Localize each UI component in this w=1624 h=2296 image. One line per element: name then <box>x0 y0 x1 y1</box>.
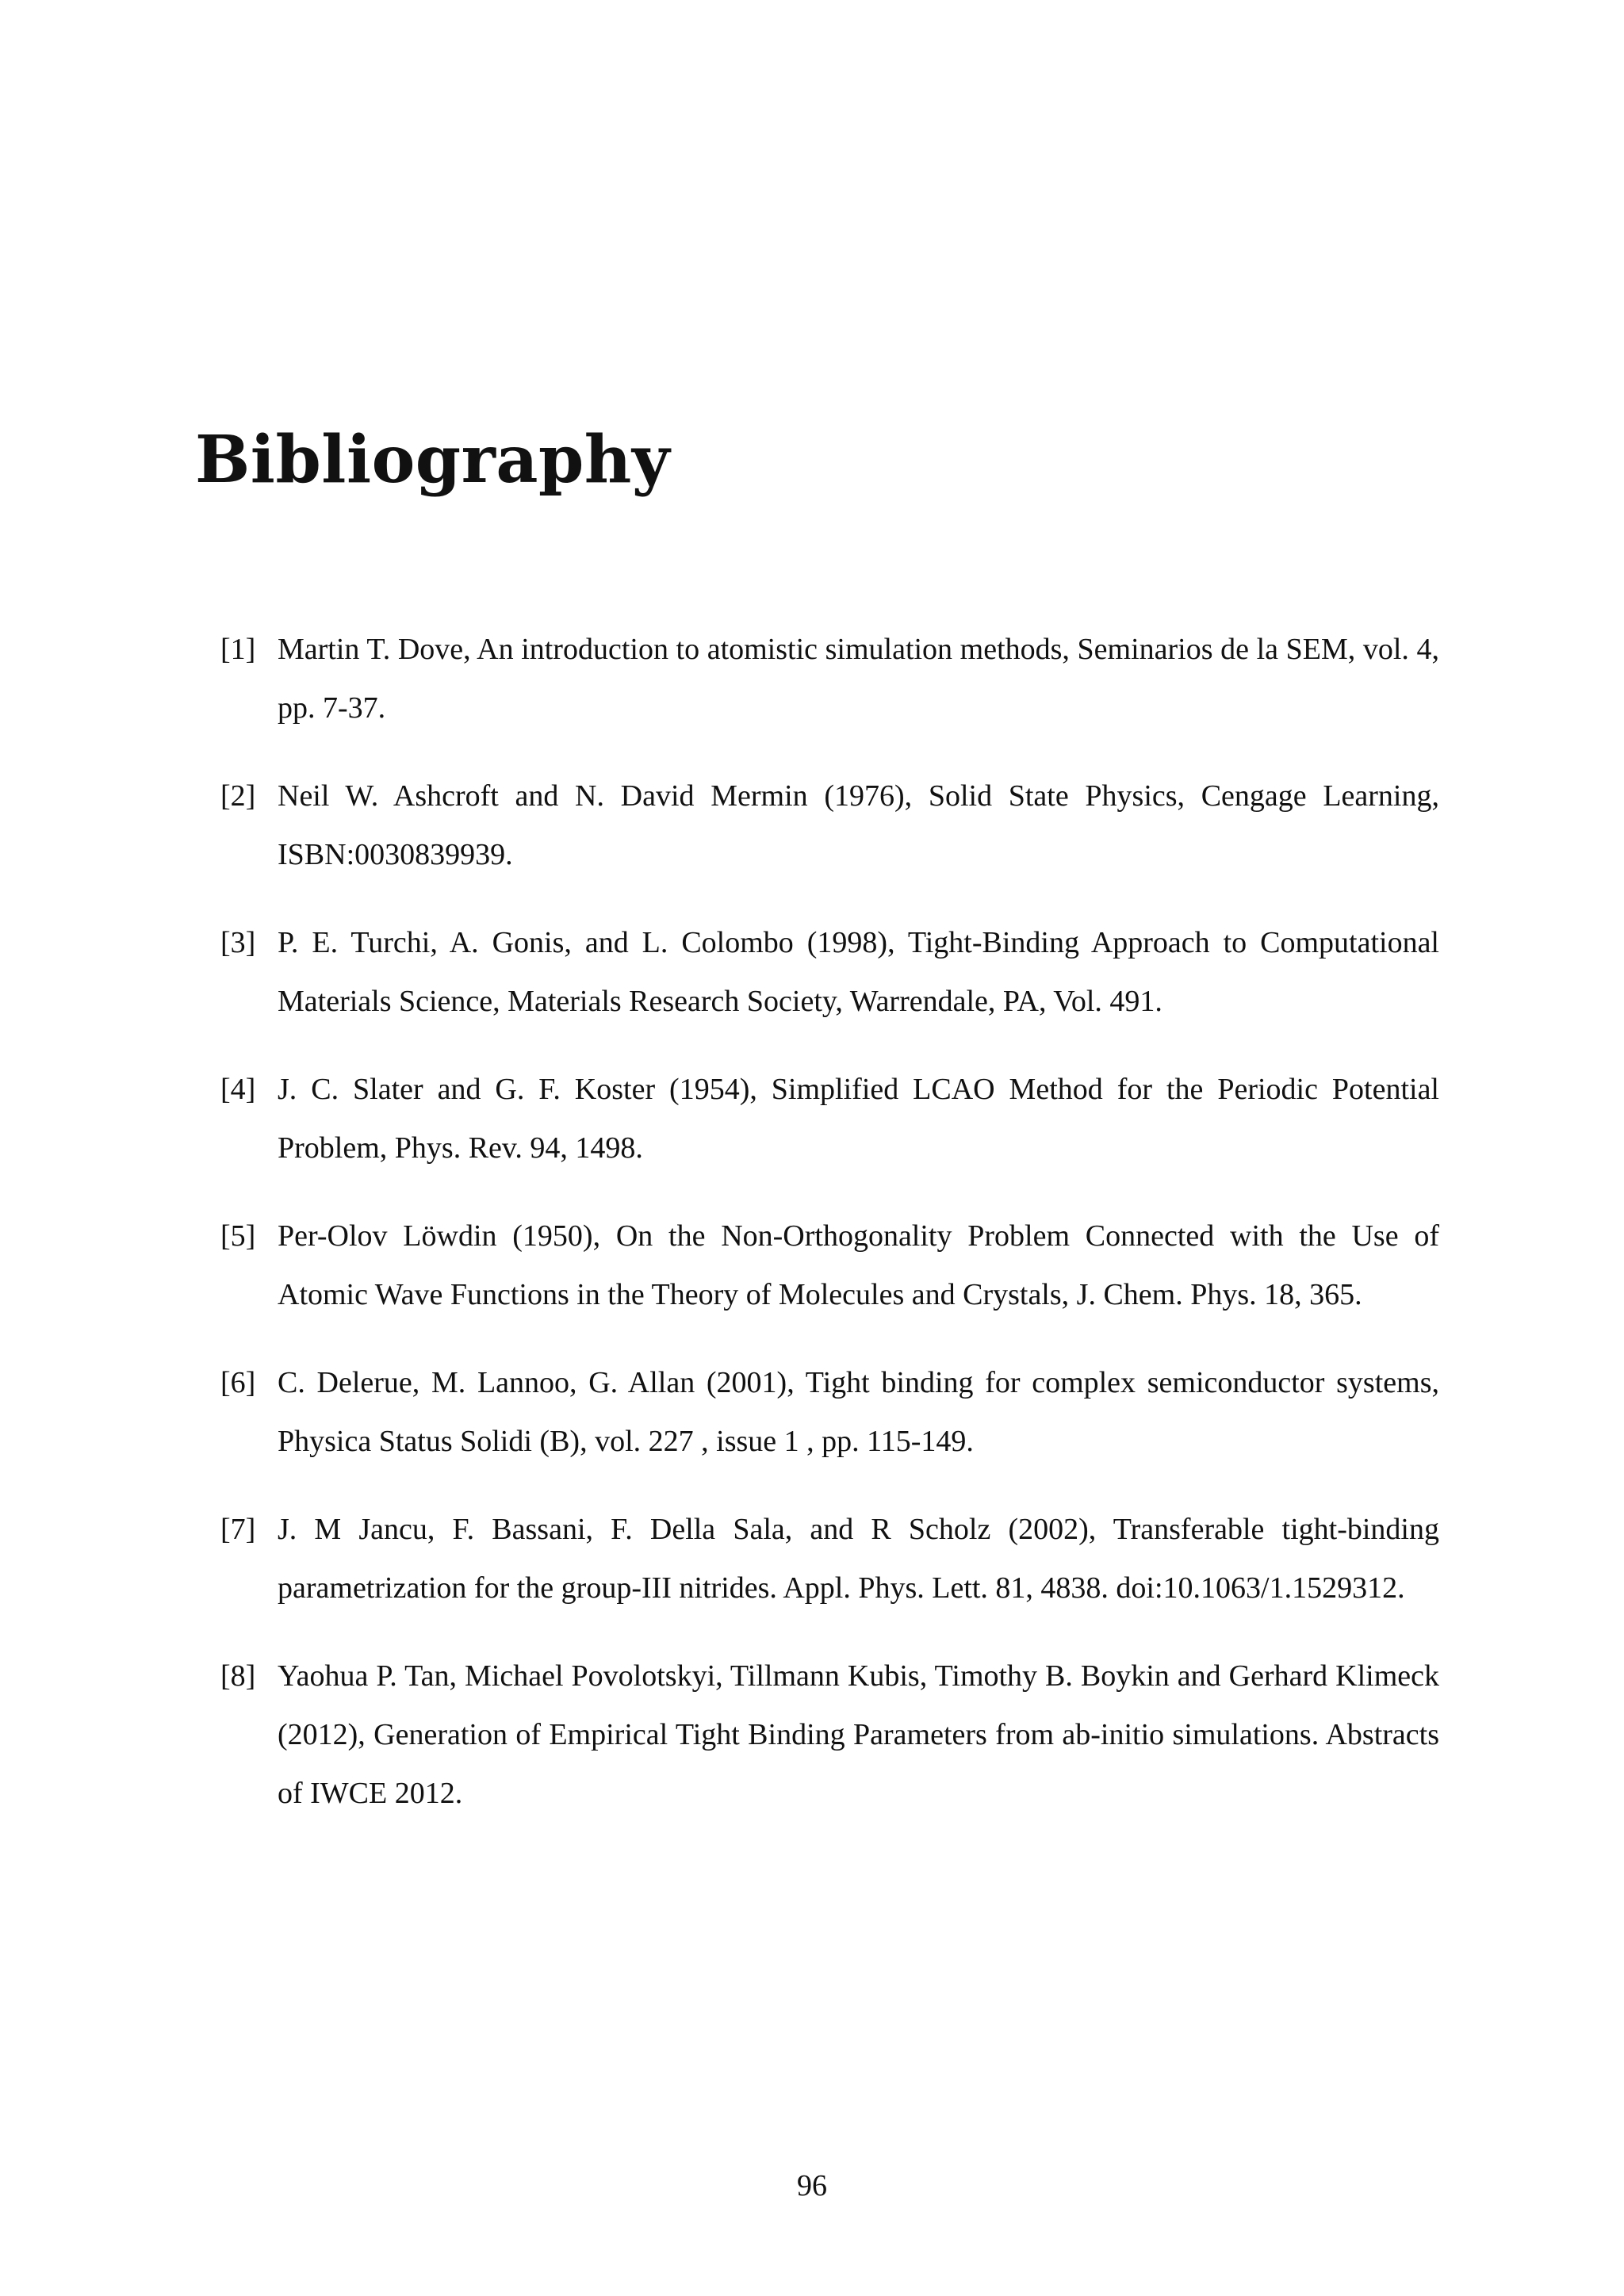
reference-entry-4 <box>220 1060 1439 1177</box>
reference-label: [6] <box>220 1366 256 1399</box>
reference-entry-7 <box>220 1500 1439 1617</box>
reference-entry-6 <box>220 1353 1439 1471</box>
reference-list <box>220 620 1439 1852</box>
page-number: 96 <box>797 2169 827 2202</box>
reference-text: P. E. Turchi, A. Gonis, and L. Colombo (1998), Tight-Binding Approach to Computational Materials Science, Materials Research Society, Warrendale, PA, Vol. 491. <box>278 926 1439 1018</box>
reference-text: Yaohua P. Tan, Michael Povolotskyi, Tillmann Kubis, Timothy B. Boykin and Gerhard Klimeck (2012), Generation of Empirical Tight Binding Parameters from ab-initio simulations. Abstracts of IWCE 2012. <box>278 1659 1439 1810</box>
reference-entry-3 <box>220 913 1439 1031</box>
reference-text: J. C. Slater and G. F. Koster (1954), Simplified LCAO Method for the Periodic Potential Problem, Phys. Rev. 94, 1498. <box>278 1073 1439 1165</box>
reference-entry-8 <box>220 1647 1439 1823</box>
reference-label: [7] <box>220 1513 256 1546</box>
reference-text: Per-Olov Löwdin (1950), On the Non-Orthogonality Problem Connected with the Use of Atomic Wave Functions in the Theory of Molecules and Crystals, J. Chem. Phys. 18, 365. <box>278 1219 1439 1311</box>
reference-entry-2 <box>220 767 1439 884</box>
reference-entry-1 <box>220 620 1439 737</box>
reference-label: [8] <box>220 1659 256 1693</box>
reference-label: [4] <box>220 1073 256 1106</box>
reference-entry-5 <box>220 1207 1439 1324</box>
reference-label: [1] <box>220 633 256 666</box>
reference-text: Neil W. Ashcroft and N. David Mermin (1976), Solid State Physics, Cengage Learning, ISBN:0030839939. <box>278 779 1439 871</box>
reference-text: Martin T. Dove, An introduction to atomistic simulation methods, Seminarios de la SEM, vol. 4, pp. 7-37. <box>278 633 1439 725</box>
reference-text: J. M Jancu, F. Bassani, F. Della Sala, and R Scholz (2002), Transferable tight-binding parametrization for the group-III nitrides. Appl. Phys. Lett. 81, 4838. doi:10.1063/1.1529312. <box>278 1513 1439 1605</box>
reference-label: [3] <box>220 926 256 959</box>
reference-label: [2] <box>220 779 256 813</box>
reference-text: C. Delerue, M. Lannoo, G. Allan (2001), Tight binding for complex semiconductor systems, Physica Status Solidi (B), vol. 227 , issue 1 , pp. 115-149. <box>278 1366 1439 1458</box>
chapter-title: Bibliography <box>195 422 671 498</box>
reference-label: [5] <box>220 1219 256 1253</box>
